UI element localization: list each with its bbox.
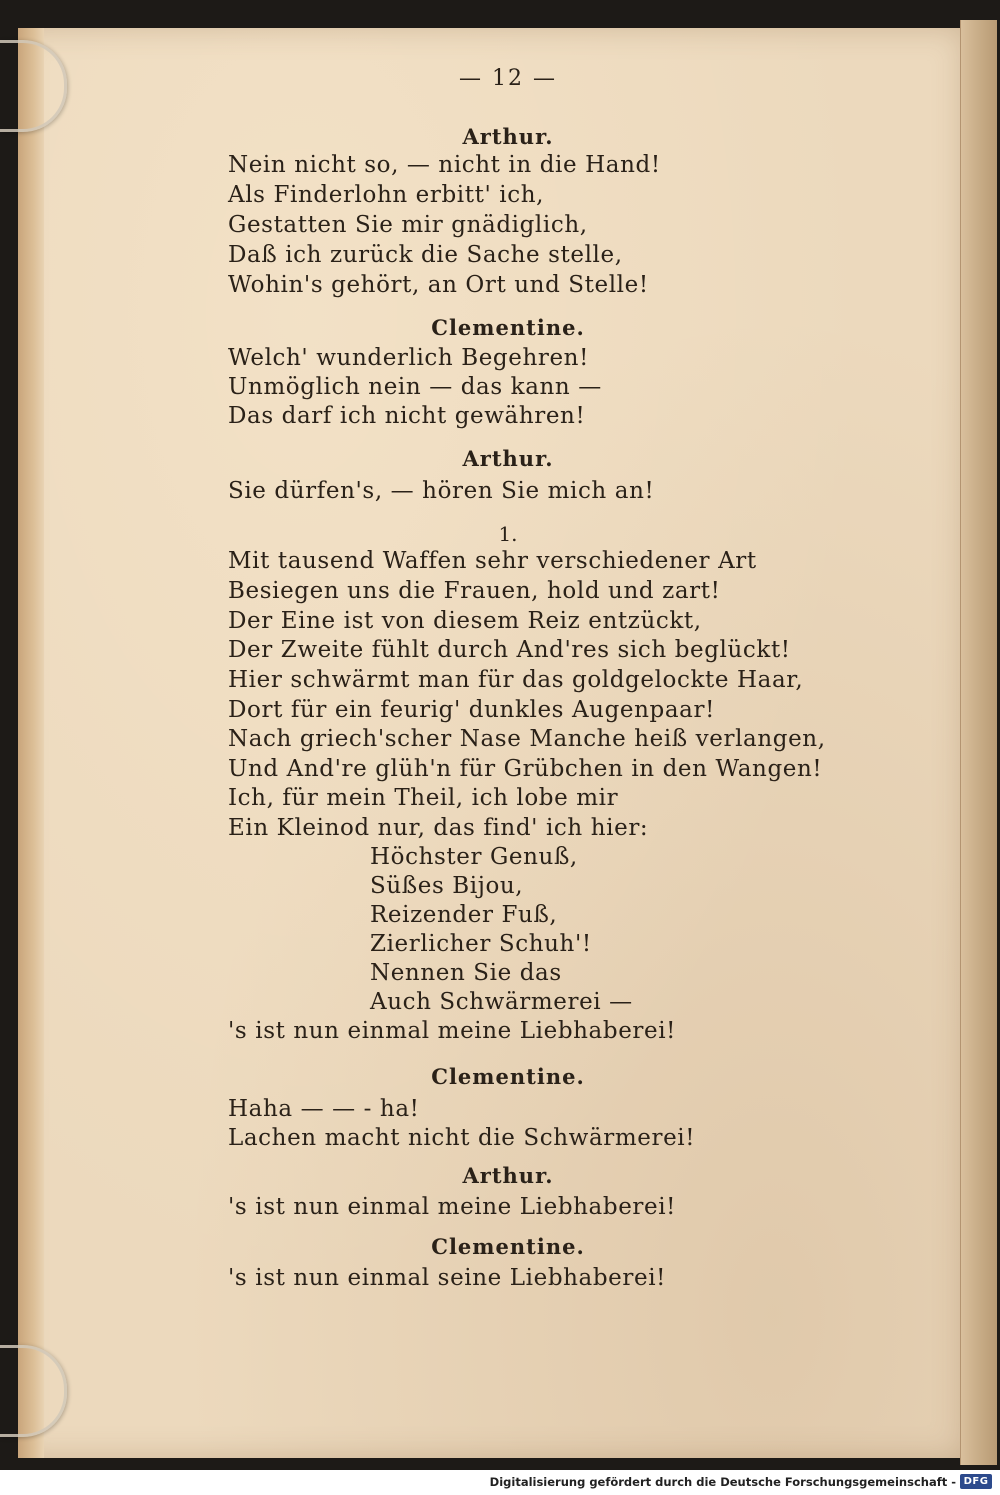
speaker-name: Clementine. bbox=[431, 1064, 585, 1089]
text-line: 's ist nun einmal meine Liebhaberei! bbox=[228, 1018, 677, 1044]
text-line: Nein nicht so, — nicht in die Hand! bbox=[228, 152, 661, 178]
dfg-logo-icon: DFG bbox=[960, 1474, 992, 1489]
text-line: Gestatten Sie mir gnädiglich, bbox=[228, 212, 588, 238]
speaker-name: Arthur. bbox=[462, 1163, 554, 1188]
page-spine bbox=[18, 28, 44, 1458]
text-line: Ein Kleinod nur, das find' ich hier: bbox=[228, 815, 649, 841]
text-line: 's ist nun einmal meine Liebhaberei! bbox=[228, 1194, 677, 1220]
text-line: Besiegen uns die Frauen, hold und zart! bbox=[228, 578, 721, 604]
text-line: Höchster Genuß, bbox=[370, 844, 578, 870]
text-line: Süßes Bijou, bbox=[370, 873, 524, 899]
text-line: Als Finderlohn erbitt' ich, bbox=[228, 182, 545, 208]
text-line: Wohin's gehört, an Ort und Stelle! bbox=[228, 272, 649, 298]
speaker-name: Clementine. bbox=[431, 315, 585, 340]
funding-credit: Digitalisierung gefördert durch die Deutsche Forschungsgemeinschaft - bbox=[489, 1475, 956, 1489]
text-line: Nach griech'scher Nase Manche heiß verlangen, bbox=[228, 726, 826, 752]
text-line: Der Eine ist von diesem Reiz entzückt, bbox=[228, 608, 702, 634]
text-line: Nennen Sie das bbox=[370, 960, 562, 986]
text-line: Auch Schwärmerei — bbox=[370, 989, 633, 1015]
speaker-name: Arthur. bbox=[462, 124, 554, 149]
text-line: Lachen macht nicht die Schwärmerei! bbox=[228, 1125, 696, 1151]
text-line: Sie dürfen's, — hören Sie mich an! bbox=[228, 478, 655, 504]
text-line: Und And're glüh'n für Grübchen in den Wangen! bbox=[228, 756, 823, 782]
text-line: Mit tausend Waffen sehr verschiedener Art bbox=[228, 548, 757, 574]
page-number: — 12 — bbox=[459, 66, 557, 91]
text-line: Hier schwärmt man für das goldgelockte Haar, bbox=[228, 667, 804, 693]
page-edge bbox=[960, 20, 997, 1465]
verse-number: 1. bbox=[498, 522, 518, 546]
text-line: Reizender Fuß, bbox=[370, 902, 558, 928]
text-line: Zierlicher Schuh'! bbox=[370, 931, 592, 957]
speaker-name: Arthur. bbox=[462, 446, 554, 471]
text-line: Der Zweite fühlt durch And'res sich beglückt! bbox=[228, 637, 791, 663]
text-line: Daß ich zurück die Sache stelle, bbox=[228, 242, 623, 268]
text-line: Welch' wunderlich Begehren! bbox=[228, 345, 589, 371]
text-line: Haha — — - ha! bbox=[228, 1096, 420, 1122]
text-line: Ich, für mein Theil, ich lobe mir bbox=[228, 785, 619, 811]
text-line: Unmöglich nein — das kann — bbox=[228, 374, 602, 400]
speaker-name: Clementine. bbox=[431, 1234, 585, 1259]
text-line: Dort für ein feurig' dunkles Augenpaar! bbox=[228, 697, 715, 723]
text-line: 's ist nun einmal seine Liebhaberei! bbox=[228, 1265, 667, 1291]
text-line: Das darf ich nicht gewähren! bbox=[228, 403, 586, 429]
footer-bar bbox=[0, 1470, 1000, 1495]
